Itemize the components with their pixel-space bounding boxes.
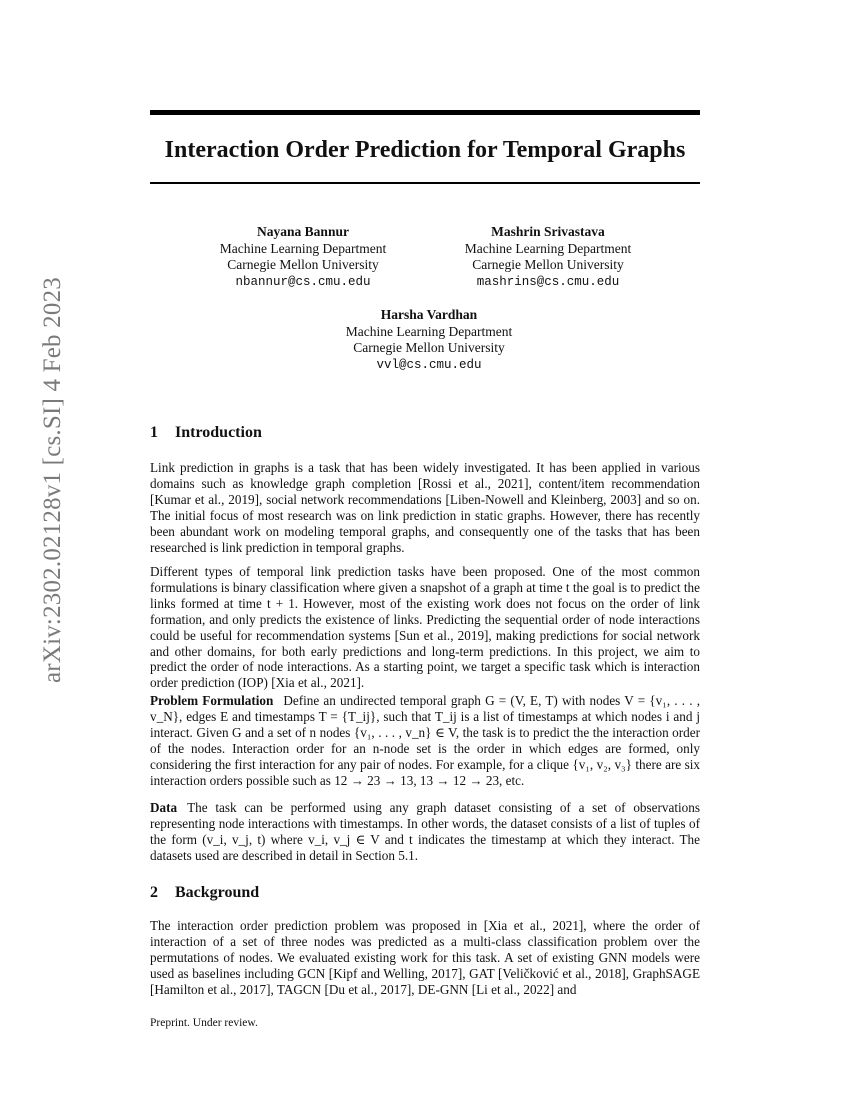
section-number: 2 — [150, 884, 158, 901]
run-in-heading: Problem Formulation — [150, 693, 274, 708]
author-name: Nayana Bannur — [257, 224, 349, 239]
section-title: Background — [175, 884, 260, 901]
author-email[interactable]: mashrins@cs.cmu.edu — [476, 274, 620, 289]
author-dept: Machine Learning Department — [345, 323, 513, 339]
paragraph: The interaction order prediction problem was proposed in [Xia et al., 2021], where the order of interaction of a set of three nodes was predicted as a multi-class classification problem over the permutations of nodes. We evaluated existing work for this task. A set of existing GNN models were used as baselines including GCN [Kipf and Welling, 2017], GAT [Veličković et al., 2018], GraphSAGE [Hamilton et al., 2017], TAGCN [Du et al., 2017], DE-GNN [Li et al., 2022] and — [150, 918, 700, 997]
author-univ: Carnegie Mellon University — [472, 257, 624, 272]
paper-title: Interaction Order Prediction for Temporal Graphs — [164, 137, 686, 163]
paragraph: Link prediction in graphs is a task that has been widely investigated. It has been applied in various domains such as knowledge graph completion [Rossi et al., 2021], content/item recommendation [Kumar et al., 2019], social network recommendations [Liben-Nowell and Kleinberg, 2003] and so on. The initial focus of most research was on link prediction in static graphs. However, there has recently been abundant work on modeling temporal graphs, and consequently one of the tasks that has been researched is link prediction in temporal graphs. — [150, 460, 700, 555]
author-dept: Machine Learning Department — [464, 240, 632, 256]
author-block — [183, 224, 423, 290]
author-block — [428, 224, 668, 290]
paragraph-text: The task can be performed using any graph dataset consisting of a set of observations representing node interactions with timestamps. In other words, the dataset consists of a list of tuples of the form (v_i, v_j, t) where v_i, v_j ∈ V and t indicates the timestamp at which they interact. The datasets used are described in detail in Section 5.1. — [150, 800, 700, 863]
run-in-heading: Data — [150, 800, 178, 815]
author-name: Mashrin Srivastava — [491, 224, 605, 239]
title-rule-bottom — [150, 182, 700, 184]
author-name: Harsha Vardhan — [380, 307, 478, 322]
section-title: Introduction — [175, 424, 262, 441]
paragraph-text: Define an undirected temporal graph G = (V, E, T) with nodes V = {v₁, . . . , v_N}, edges E and timestamps T = {T_ij}, such that T_ij is a list of timestamps at which nodes i and j interact. Given G and a set of n nodes {v₁, . . . , v_n} ∈ V, the task is to predict the the interaction order of the nodes. Interaction order for an n-node set is the order in which edges are formed, only considering the first interaction for any pair of nodes. For example, for a clique {v₁, v₂, v₃} there are six interaction orders possible such as 12 → 23 → 13, 13 → 12 → 23, etc. — [150, 693, 700, 788]
author-email[interactable]: nbannur@cs.cmu.edu — [235, 274, 371, 289]
author-block — [309, 307, 549, 373]
author-univ: Carnegie Mellon University — [353, 340, 505, 355]
section-heading-background — [150, 884, 259, 902]
paragraph-problem-formulation — [150, 693, 700, 788]
title-rule-top — [150, 110, 700, 115]
author-univ: Carnegie Mellon University — [227, 257, 379, 272]
author-email[interactable]: vvl@cs.cmu.edu — [376, 357, 482, 372]
paragraph-data — [150, 800, 700, 864]
section-heading-introduction — [150, 424, 262, 442]
paragraph: Different types of temporal link prediction tasks have been proposed. One of the most common formulations is binary classification where given a snapshot of a graph at time t the goal is to predict the links formed at time t + 1. However, most of the existing work does not focus on the order of link formation, and only predicts the existence of links. Predicting the sequential order of node interactions could be useful for recommendation systems [Sun et al., 2019], making predictions for social network and other domains, for both early predictions and long-term predictions. In this project, we aim to predict the order of node interactions. As a starting point, we target a specific task which is interaction order prediction (IOP) [Xia et al., 2021]. — [150, 564, 700, 691]
preprint-footer: Preprint. Under review. — [150, 1017, 258, 1029]
section-number: 1 — [150, 424, 158, 441]
author-dept: Machine Learning Department — [219, 240, 387, 256]
arxiv-stamp: arXiv:2302.02128v1 [cs.SI] 4 Feb 2023 — [39, 277, 66, 683]
